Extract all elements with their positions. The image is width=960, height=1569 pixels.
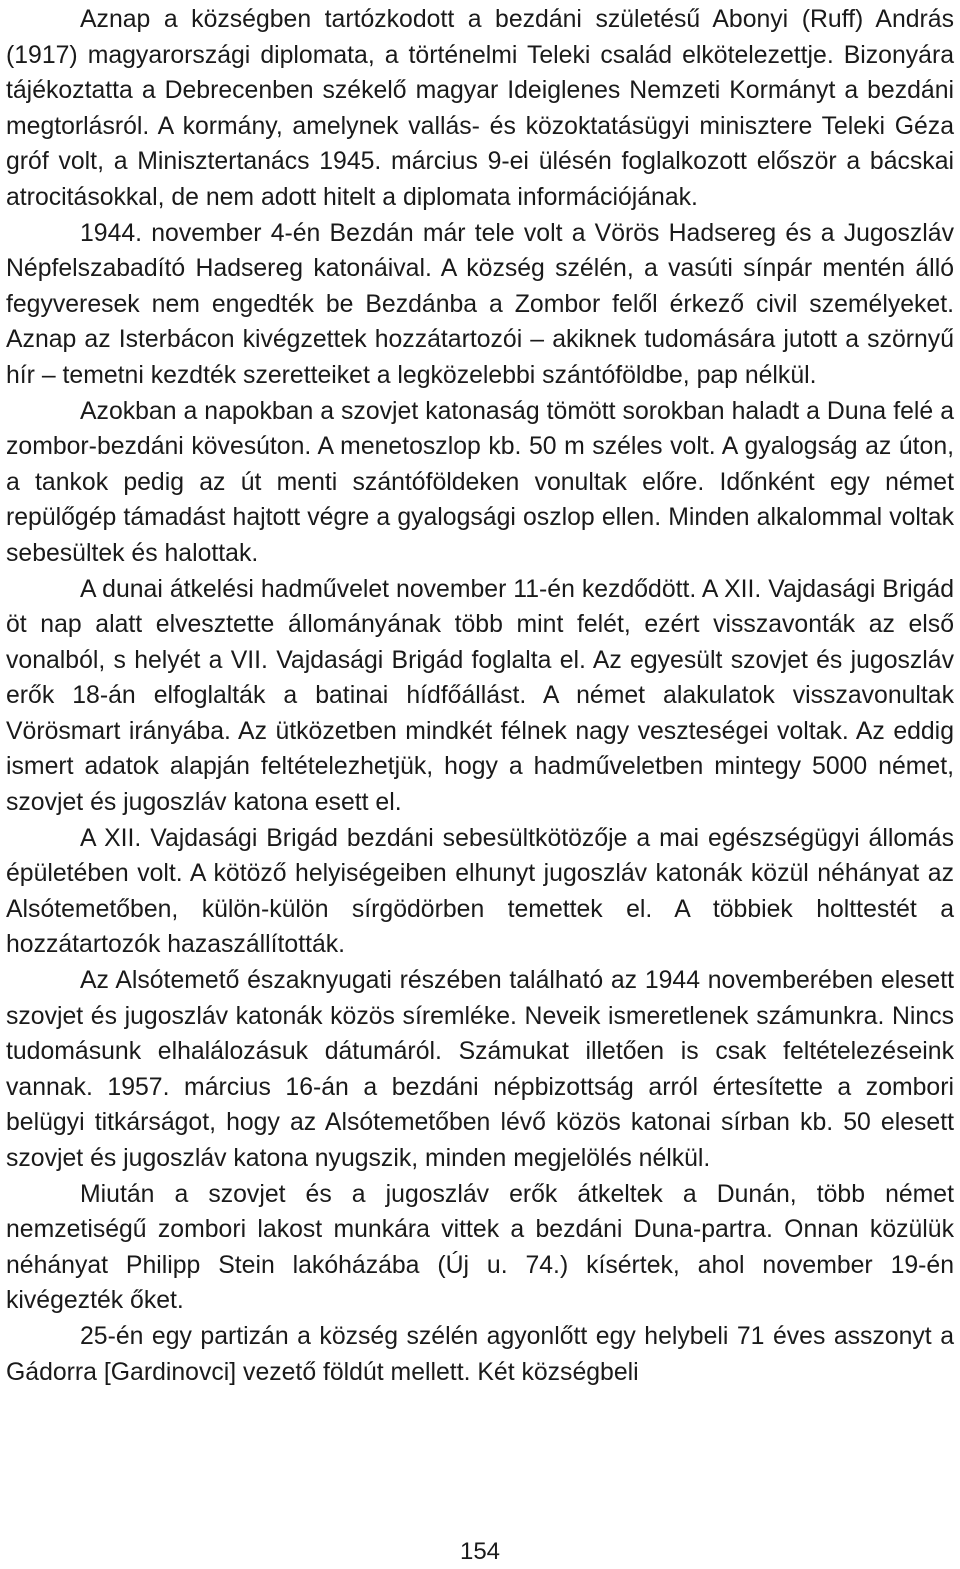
- paragraph: Az Alsótemető északnyugati részében található az 1944 novemberében elesett szovjet és jugoszláv katonák közös síremléke. Neveik ismeretlenek számunkra. Nincs tudomásunk elhalálozásuk dátumáról. Számukat illetően is csak feltételezéseink vannak. 1957. március 16-án a bezdáni népbizottság arról értesítette a zombori belügyi titkárságot, hogy az Alsótemetőben lévő közös katonai sírban kb. 50 elesett szovjet és jugoszláv katona nyugszik, minden megjelölés nélkül.: [6, 967, 954, 1172]
- paragraph: 1944. november 4-én Bezdán már tele volt a Vörös Hadsereg és a Jugoszláv Népfelszabadító Hadsereg katonáival. A község szélén, a vasúti sínpár mentén álló fegyveresek nem engedték be Bezdánba a Zombor felől érkező civil személyeket. Aznap az Isterbácon kivégzettek hozzátartozói – akiknek tudomására jutott a szörnyű hír – temetni kezdték szeretteiket a legközelebbi szántóföldbe, pap nélkül.: [6, 219, 954, 389]
- paragraph: 25-én egy partizán a község szélén agyonlőtt egy helybeli 71 éves asszonyt a Gádorra [Gardinovci] vezető földút mellett. Két községbeli: [6, 1322, 954, 1386]
- paragraph: A XII. Vajdasági Brigád bezdáni sebesültkötözője a mai egészségügyi állomás épületében volt. A kötöző helyiségeiben elhunyt jugoszláv katonák közül néhányat az Alsótemetőben, külön-külön sírgödörben temettek el. A többiek holttestét a hozzátartozók hazaszállították.: [6, 824, 954, 959]
- page-number: 154: [459, 1538, 501, 1565]
- paragraph: Miután a szovjet és a jugoszláv erők átkeltek a Dunán, több német nemzetiségű zombori lakost munkára vittek a bezdáni Duna-partra. Onnan közülük néhányat Philipp Stein lakóházába (Új u. 74.) kísértek, ahol november 19-én kivégezték őket.: [6, 1180, 954, 1315]
- paragraph: Azokban a napokban a szovjet katonaság tömött sorokban haladt a Duna felé a zombor-bezdáni kövesúton. A menetoszlop kb. 50 m széles volt. A gyalogság az úton, a tankok pedig az út menti szántóföldeken vonultak előre. Időnként egy német repülőgép támadást hajtott végre a gyalogsági oszlop ellen. Minden alkalommal voltak sebesültek és halottak.: [6, 397, 954, 567]
- paragraph: Aznap a községben tartózkodott a bezdáni születésű Abonyi (Ruff) András (1917) magyarországi diplomata, a történelmi Teleki család elkötelezettje. Bizonyára tájékoztatta a Debrecenben székelő magyar Ideiglenes Nemzeti Kormányt a bezdáni megtorlásról. A kormány, amelynek vallás- és közoktatásügyi minisztere Teleki Géza gróf volt, a Minisztertanács 1945. március 9-ei ülésén foglalkozott először a bácskai atrocitásokkal, de nem adott hitelt a diplomata információjának.: [6, 6, 954, 211]
- paragraph: A dunai átkelési hadművelet november 11-én kezdődött. A XII. Vajdasági Brigád öt nap alatt elvesztette állományának több mint felét, ezért visszavonták az első vonalból, s helyét a VII. Vajdasági Brigád foglalta el. Az egyesült szovjet és jugoszláv erők 18-án elfoglalták a batinai hídfőállást. A német alakulatok visszavonultak Vörösmart irányába. Az ütközetben mindkét félnek nagy veszteségei voltak. Az eddig ismert adatok alapján feltételezhetjük, hogy a hadműveletben mintegy 5000 német, szovjet és jugoszláv katona esett el.: [6, 575, 954, 817]
- page-body: [6, 2, 954, 1390]
